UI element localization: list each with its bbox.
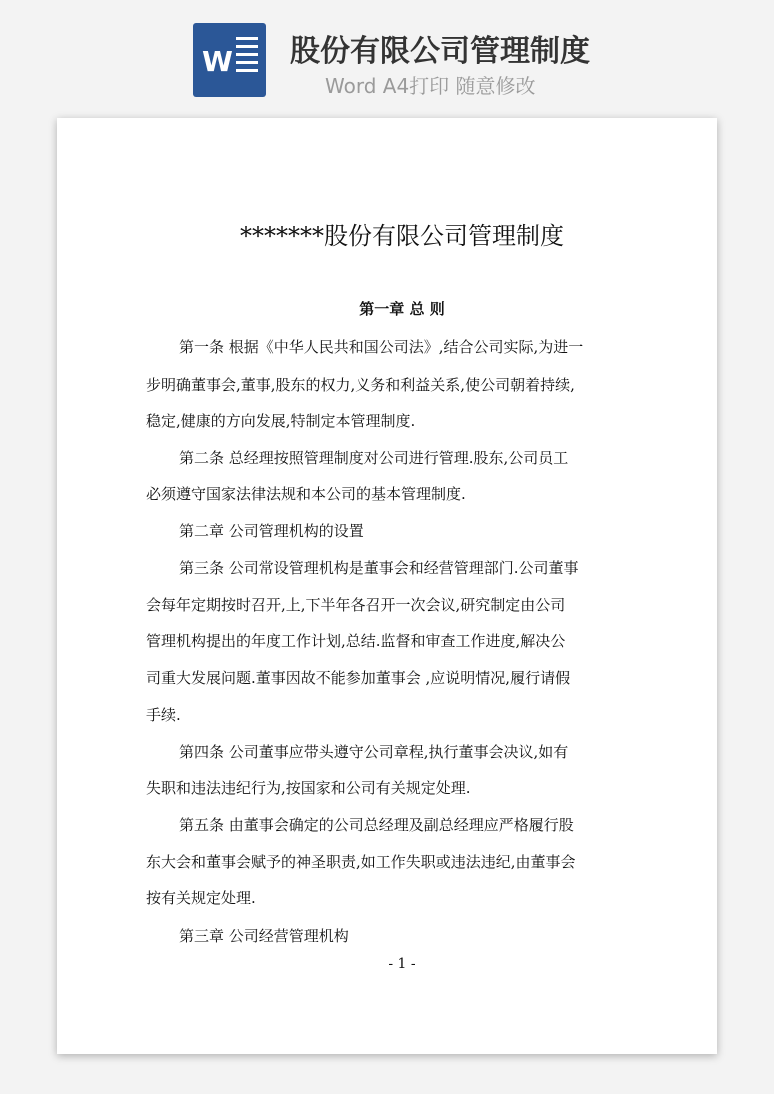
document-page [57,118,717,1054]
header-title: 股份有限公司管理制度 [290,34,590,69]
paragraph-line: 会每年定期按时召开,上,下半年各召开一次会议,研究制定由公司 [146,596,566,614]
paragraph-line: 第一条 根据《中华人民共和国公司法》,结合公司实际,为进一 [179,338,584,356]
paragraph-line: 东大会和董事会赋予的神圣职责,如工作失职或违法违纪,由董事会 [146,853,576,871]
paragraph-line: 第四条 公司董事应带头遵守公司章程,执行董事会决议,如有 [179,743,569,761]
header-subtitle: Word A4打印 随意修改 [325,74,536,98]
paragraph-line: 司重大发展问题.董事因故不能参加董事会 ,应说明情况,履行请假 [146,669,571,687]
section-heading: 第二章 公司管理机构的设置 [179,522,364,540]
document-title: *******股份有限公司管理制度 [240,222,564,250]
paragraph-line: 稳定,健康的方向发展,特制定本管理制度. [146,412,416,430]
paragraph-line: 按有关规定处理. [146,889,256,907]
paragraph-line: 管理机构提出的年度工作计划,总结.监督和审查工作进度,解决公 [146,632,566,650]
word-icon-lines [236,37,258,77]
paragraph-line: 手续. [146,706,181,724]
section-heading: 第三章 公司经营管理机构 [179,927,349,945]
paragraph-line: 步明确董事会,董事,股东的权力,义务和利益关系,使公司朝着持续, [146,376,575,394]
chapter-heading: 第一章 总 则 [359,300,445,318]
word-icon-letter: W [202,45,233,78]
page-number: - 1 - [388,956,416,972]
header [0,0,774,118]
paragraph-line: 失职和违法违纪行为,按国家和公司有关规定处理. [146,779,471,797]
paragraph-line: 第二条 总经理按照管理制度对公司进行管理.股东,公司员工 [179,449,569,467]
paragraph-line: 第三条 公司常设管理机构是董事会和经营管理部门.公司董事 [179,559,579,577]
paragraph-line: 第五条 由董事会确定的公司总经理及副总经理应严格履行股 [179,816,574,834]
paragraph-line: 必须遵守国家法律法规和本公司的基本管理制度. [146,485,466,503]
word-icon [193,23,266,97]
